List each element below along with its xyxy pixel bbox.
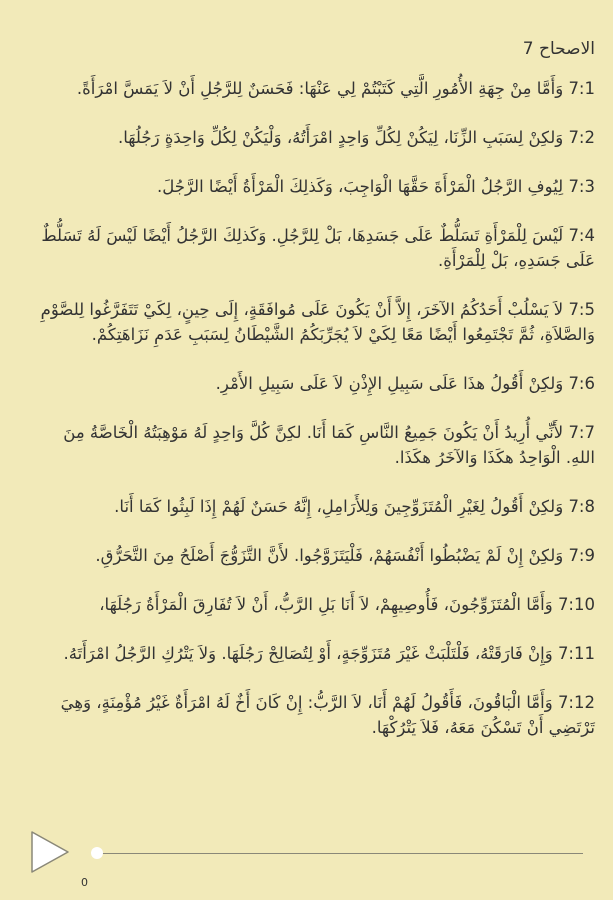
audio-player [0, 820, 613, 900]
verse-item[interactable] [40, 76, 595, 101]
verse-item[interactable] [40, 420, 595, 470]
verse-text: وَلكِنْ لِسَبَبِ الزِّنَا، لِيَكُنْ لِكُلِّ وَاحِدٍ امْرَأَتُهُ، وَلْيَكُنْ لِكُلِّ وَاحِدَةٍ رَجُلُهَا. [118, 128, 564, 147]
verse-number: 7:9 [568, 546, 595, 565]
seek-thumb[interactable] [91, 847, 103, 859]
verse-number: 7:5 [568, 300, 595, 319]
verse-number: 7:12 [557, 693, 595, 712]
verse-number: 7:2 [568, 128, 595, 147]
verse-text: لَيْسَ لِلْمَرْأَةِ تَسَلُّطٌ عَلَى جَسَدِهَا، بَلْ لِلرَّجُلِ. وَكَذلِكَ الرَّجُلُ أَيْضًا لَيْسَ لَهُ تَسَلُّطٌ عَلَى جَسَدِهِ، بَلْ لِلْمَرْأَةِ. [41, 226, 595, 270]
verse-item[interactable] [40, 297, 595, 347]
verse-text: وَلكِنْ إِنْ لَمْ يَضْبُطُوا أَنْفُسَهُمْ، فَلْيَتَزَوَّجُوا. لأَنَّ التَّزَوُّجَ أَصْلَحُ مِنَ التَّحَرُّقِ. [95, 546, 564, 565]
verse-text: وَإِنْ فَارَقَتْهُ، فَلْتَلْبَثْ غَيْرَ مُتَزَوِّجَةٍ، أَوْ لِتُصَالِحْ رَجُلَهَا. وَلاَ يَتْرُكِ الرَّجُلُ امْرَأَتَهُ. [63, 644, 553, 663]
verse-item[interactable] [40, 174, 595, 199]
playback-time: 0 [81, 876, 88, 889]
verse-text: لِيُوفِ الرَّجُلُ الْمَرْأَةَ حَقَّهَا الْوَاجِبَ، وَكَذلِكَ الْمَرْأَةُ أَيْضًا الرَّجُلَ. [157, 177, 564, 196]
verse-text: لاَ يَسْلُبْ أَحَدُكُمُ الآخَرَ، إِلاَّ أَنْ يَكُونَ عَلَى مُوافَقَةٍ، إِلَى حِينٍ، لِكَيْ تَتَفَرَّغُوا لِلصَّوْمِ وَالصَّلاَةِ، ثُمَّ تَجْتَمِعُوا أَيْضًا مَعًا لِكَيْ لاَ يُجَرِّبَكُمُ الشَّيْطَانُ لِسَبَبِ عَدَمِ نَزَاهَتِكُمْ. [40, 300, 595, 344]
verse-number: 7:11 [557, 644, 595, 663]
verse-number: 7:10 [557, 595, 595, 614]
verse-number: 7:3 [568, 177, 595, 196]
verse-text: وَلكِنْ أَقُولُ لِغَيْرِ الْمُتَزَوِّجِينَ وَلِلأَرَامِلِ، إِنَّهُ حَسَنٌ لَهُمْ إِذَا لَبِثُوا كَمَا أَنَا. [114, 497, 564, 516]
verse-item[interactable] [40, 223, 595, 273]
verse-number: 7:4 [568, 226, 595, 245]
verse-item[interactable] [40, 125, 595, 150]
verse-item[interactable] [40, 592, 595, 617]
verse-text: وَلكِنْ أَقُولُ هذَا عَلَى سَبِيلِ الإِذْنِ لاَ عَلَى سَبِيلِ الأَمْرِ. [215, 374, 564, 393]
verse-number: 7:1 [568, 79, 595, 98]
seek-bar[interactable] [97, 853, 583, 854]
verse-number: 7:7 [568, 423, 595, 442]
play-icon [28, 828, 72, 876]
verse-number: 7:6 [568, 374, 595, 393]
verse-number: 7:8 [568, 497, 595, 516]
verse-text: وَأَمَّا مِنْ جِهَةِ الأُمُورِ الَّتِي كَتَبْتُمْ لِي عَنْهَا: فَحَسَنٌ لِلرَّجُلِ أَنْ لاَ يَمَسَّ امْرَأَةً. [76, 79, 564, 98]
verse-item[interactable] [40, 543, 595, 568]
verse-item[interactable] [40, 494, 595, 519]
verse-text: وَأَمَّا الْمُتَزَوِّجُونَ، فَأُوصِيهِمْ، لاَ أَنَا بَلِ الرَّبُّ، أَنْ لاَ تُفَارِقَ الْمَرْأَةُ رَجُلَهَا، [99, 595, 553, 614]
verse-item[interactable] [40, 371, 595, 396]
verse-text: لأَنِّي أُرِيدُ أَنْ يَكُونَ جَمِيعُ النَّاسِ كَمَا أَنَا. لكِنَّ كُلَّ وَاحِدٍ لَهُ مَوْهِبَتُهُ الْخَاصَّةُ مِنَ اللهِ. الْوَاحِدُ هكَذَا وَالآخَرُ هكَذَا. [63, 423, 595, 467]
chapter-title: الاصحاح 7 [522, 39, 595, 59]
play-button[interactable] [28, 828, 72, 876]
verse-item[interactable] [40, 690, 595, 740]
verse-text: وَأَمَّا الْبَاقُونَ، فَأَقُولُ لَهُمْ أَنَا، لاَ الرَّبُّ: إِنْ كَانَ أَخٌ لَهُ امْرَأَةٌ غَيْرُ مُؤْمِنَةٍ، وَهِيَ تَرْتَضِي أَنْ تَسْكُنَ مَعَهُ، فَلاَ يَتْرُكْهَا. [60, 693, 595, 737]
verse-item[interactable] [40, 641, 595, 666]
